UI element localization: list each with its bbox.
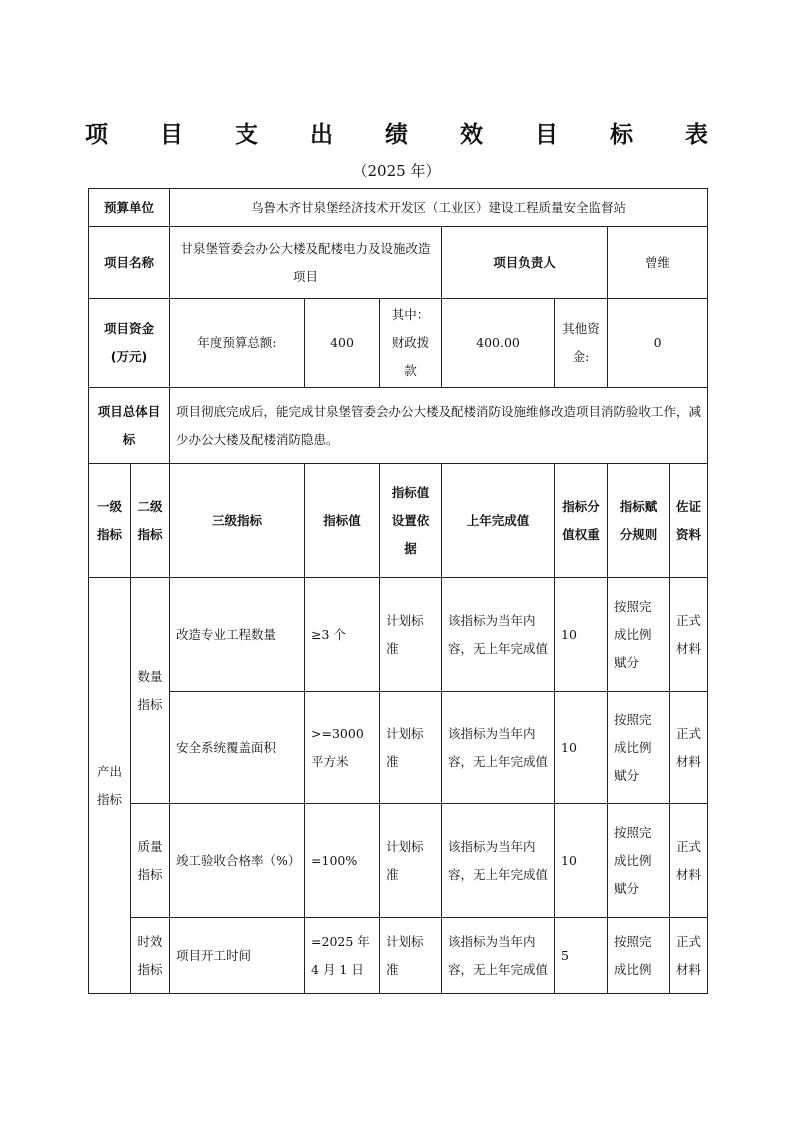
level2-timeliness-indicator: 时效指标: [131, 918, 170, 994]
fiscal-allocation-value: 400.00: [442, 299, 555, 388]
page-title: 项 目 支 出 绩 效 目 标 表: [84, 122, 731, 148]
other-funds-value: 0: [608, 299, 708, 388]
header-level3: 三级指标: [170, 464, 305, 578]
annual-budget-label: 年度预算总额:: [170, 299, 305, 388]
indicator-row-quality: [89, 804, 708, 918]
last-year-value: 该指标为当年内容，无上年完成值: [442, 804, 555, 918]
evidence-material: 正式材料: [670, 578, 708, 692]
overall-goal-value: 项目彻底完成后，能完成甘泉堡管委会办公大楼及配楼消防设施维修改造项目消防验收工作，减少办公大楼及配楼消防隐患。: [170, 388, 708, 464]
header-indicator-value: 指标值: [305, 464, 380, 578]
indicator-weight: 10: [555, 692, 608, 804]
last-year-value: 该指标为当年内容，无上年完成值: [442, 692, 555, 804]
indicator-row-quantity-1: [89, 578, 708, 692]
indicator-header-row: [89, 464, 708, 578]
level3-indicator: 改造专业工程数量: [170, 578, 305, 692]
header-level2: 二级指标: [131, 464, 170, 578]
header-setting-basis: 指标值设置依据: [380, 464, 442, 578]
project-funds-row: [89, 299, 708, 388]
level2-quantity-indicator: 数量指标: [131, 578, 170, 804]
evidence-material: 正式材料: [670, 692, 708, 804]
scoring-rule: 按照完成比例赋分: [608, 578, 670, 692]
indicator-row-timeliness: [89, 918, 708, 994]
header-level1: 一级指标: [89, 464, 131, 578]
level3-indicator: 项目开工时间: [170, 918, 305, 994]
project-funds-label: 项目资金(万元): [89, 299, 170, 388]
indicator-weight: 10: [555, 578, 608, 692]
indicator-basis: 计划标准: [380, 578, 442, 692]
header-scoring-rule: 指标赋分规则: [608, 464, 670, 578]
project-name-row: [89, 227, 708, 299]
scoring-rule: 按照完成比例赋分: [608, 804, 670, 918]
budget-unit-value: 乌鲁木齐甘泉堡经济技术开发区（工业区）建设工程质量安全监督站: [170, 189, 708, 227]
fiscal-allocation-label: 其中：财政拨款: [380, 299, 442, 388]
header-last-year-value: 上年完成值: [442, 464, 555, 578]
level1-output-indicator: 产出指标: [89, 578, 131, 994]
budget-unit-label: 预算单位: [89, 189, 170, 227]
indicator-value: =2025 年 4 月 1 日: [305, 918, 380, 994]
header-score-weight: 指标分值权重: [555, 464, 608, 578]
budget-unit-row: [89, 189, 708, 227]
last-year-value: 该指标为当年内容，无上年完成值: [442, 578, 555, 692]
evidence-material: 正式材料: [670, 804, 708, 918]
indicator-value: >=3000 平方米: [305, 692, 380, 804]
indicator-basis: 计划标准: [380, 804, 442, 918]
indicator-basis: 计划标准: [380, 692, 442, 804]
annual-budget-value: 400: [305, 299, 380, 388]
project-name-value: 甘泉堡管委会办公大楼及配楼电力及设施改造项目: [170, 227, 442, 299]
indicator-row-quantity-2: [89, 692, 708, 804]
indicator-weight: 5: [555, 918, 608, 994]
other-funds-label: 其他资金:: [555, 299, 608, 388]
level2-quality-indicator: 质量指标: [131, 804, 170, 918]
overall-goal-row: [89, 388, 708, 464]
performance-goal-table: [88, 188, 708, 994]
level3-indicator: 安全系统覆盖面积: [170, 692, 305, 804]
header-evidence: 佐证资料: [670, 464, 708, 578]
project-name-label: 项目名称: [89, 227, 170, 299]
scoring-rule: 按照完成比例: [608, 918, 670, 994]
indicator-weight: 10: [555, 804, 608, 918]
project-manager-label: 项目负责人: [442, 227, 608, 299]
indicator-value: ≥3 个: [305, 578, 380, 692]
scoring-rule: 按照完成比例赋分: [608, 692, 670, 804]
overall-goal-label: 项目总体目标: [89, 388, 170, 464]
indicator-value: =100%: [305, 804, 380, 918]
project-manager-value: 曾维: [608, 227, 708, 299]
evidence-material: 正式材料: [670, 918, 708, 994]
indicator-basis: 计划标准: [380, 918, 442, 994]
level3-indicator: 竣工验收合格率（%）: [170, 804, 305, 918]
last-year-value: 该指标为当年内容，无上年完成值: [442, 918, 555, 994]
page-subtitle-year: （2025 年）: [352, 162, 441, 180]
